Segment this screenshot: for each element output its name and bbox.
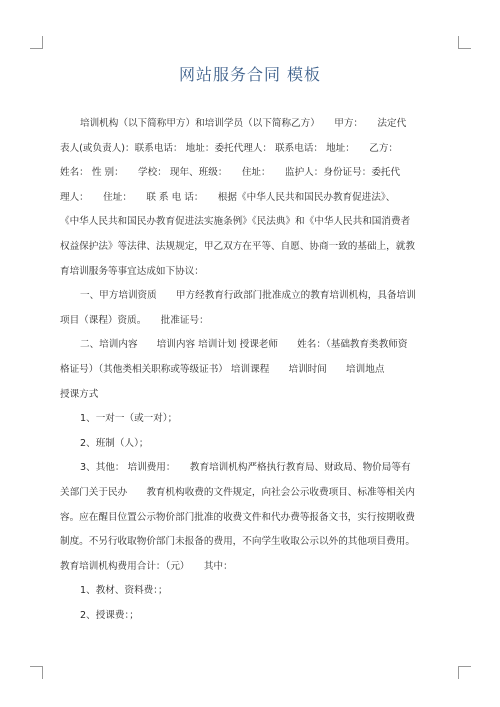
body-line: 表人(或负责人)：联系电话： 地址：委托代理人： 联系电话： 地址： 乙方： (60, 142, 399, 154)
body-line: 2、授课费：； (80, 609, 139, 621)
body-line: 2、班制（人）； (80, 437, 149, 449)
body-line: 格证号）（其他类相关职称或等级证书） 培训课程 培训时间 培训地点 (60, 363, 385, 375)
document-title: 网站服务合同 模板 (178, 65, 322, 84)
body-line: 1、一对一（或一对）； (80, 413, 178, 425)
crop-mark-top-right (458, 36, 471, 49)
body-line: 育培训服务等事宜达成如下协议： (60, 265, 204, 277)
body-line: 关部门关于民办 教育机构收费的文件规定，向社会公示收费项目、标准等相关内 (60, 486, 415, 498)
body-line: 《中华人民共和国民办教育促进法实施条例》《民法典》和《中华人民共和国消费者 (60, 216, 411, 228)
crop-mark-bottom-left (30, 666, 43, 679)
body-line: 教育培训机构费用合计：（元） 其中： (60, 560, 233, 572)
document-body (60, 112, 452, 628)
body-line: 项目（课程）资质。 批准证号： (60, 314, 209, 326)
crop-mark-bottom-right (458, 666, 471, 679)
crop-mark-top-left (30, 36, 43, 49)
body-line: 一、甲方培训资质 甲方经教育行政部门批准成立的教育培训机构，具备培训 (80, 290, 416, 302)
body-line: 3、其他： 培训费用： 教育培训机构严格执行教育局、财政局、物价局等有 (80, 462, 411, 474)
body-line: 1、教材、资料费：； (80, 585, 168, 597)
body-line: 培训机构（以下简称甲方）和培训学员（以下简称乙方） 甲方： 法定代 (80, 118, 407, 129)
body-line: 容。应在醒目位置公示物价部门批准的收费文件和代办费等报备文书，实行按期收费 (60, 511, 415, 523)
body-line: 二、培训内容 培训内容 培训计划 授课老师 姓名：（基础教育类教师资 (80, 339, 408, 351)
body-line: 理人： 住址： 联 系 电 话： 根据《中华人民共和国民办教育促进法》、 (60, 191, 396, 203)
body-line: 制度。不另行收取物价部门未报备的费用，不向学生收取公示以外的其他项目费用。 (60, 536, 415, 548)
body-line: 姓名： 性 别： 学校： 现年、班级： 住址： 监护人：身份证号：委托代 (60, 167, 401, 179)
body-line: 授课方式 (60, 388, 99, 400)
body-line: 权益保护法》等法律、法规规定，甲乙双方在平等、自愿、协商一致的基础上，就教 (60, 240, 415, 252)
